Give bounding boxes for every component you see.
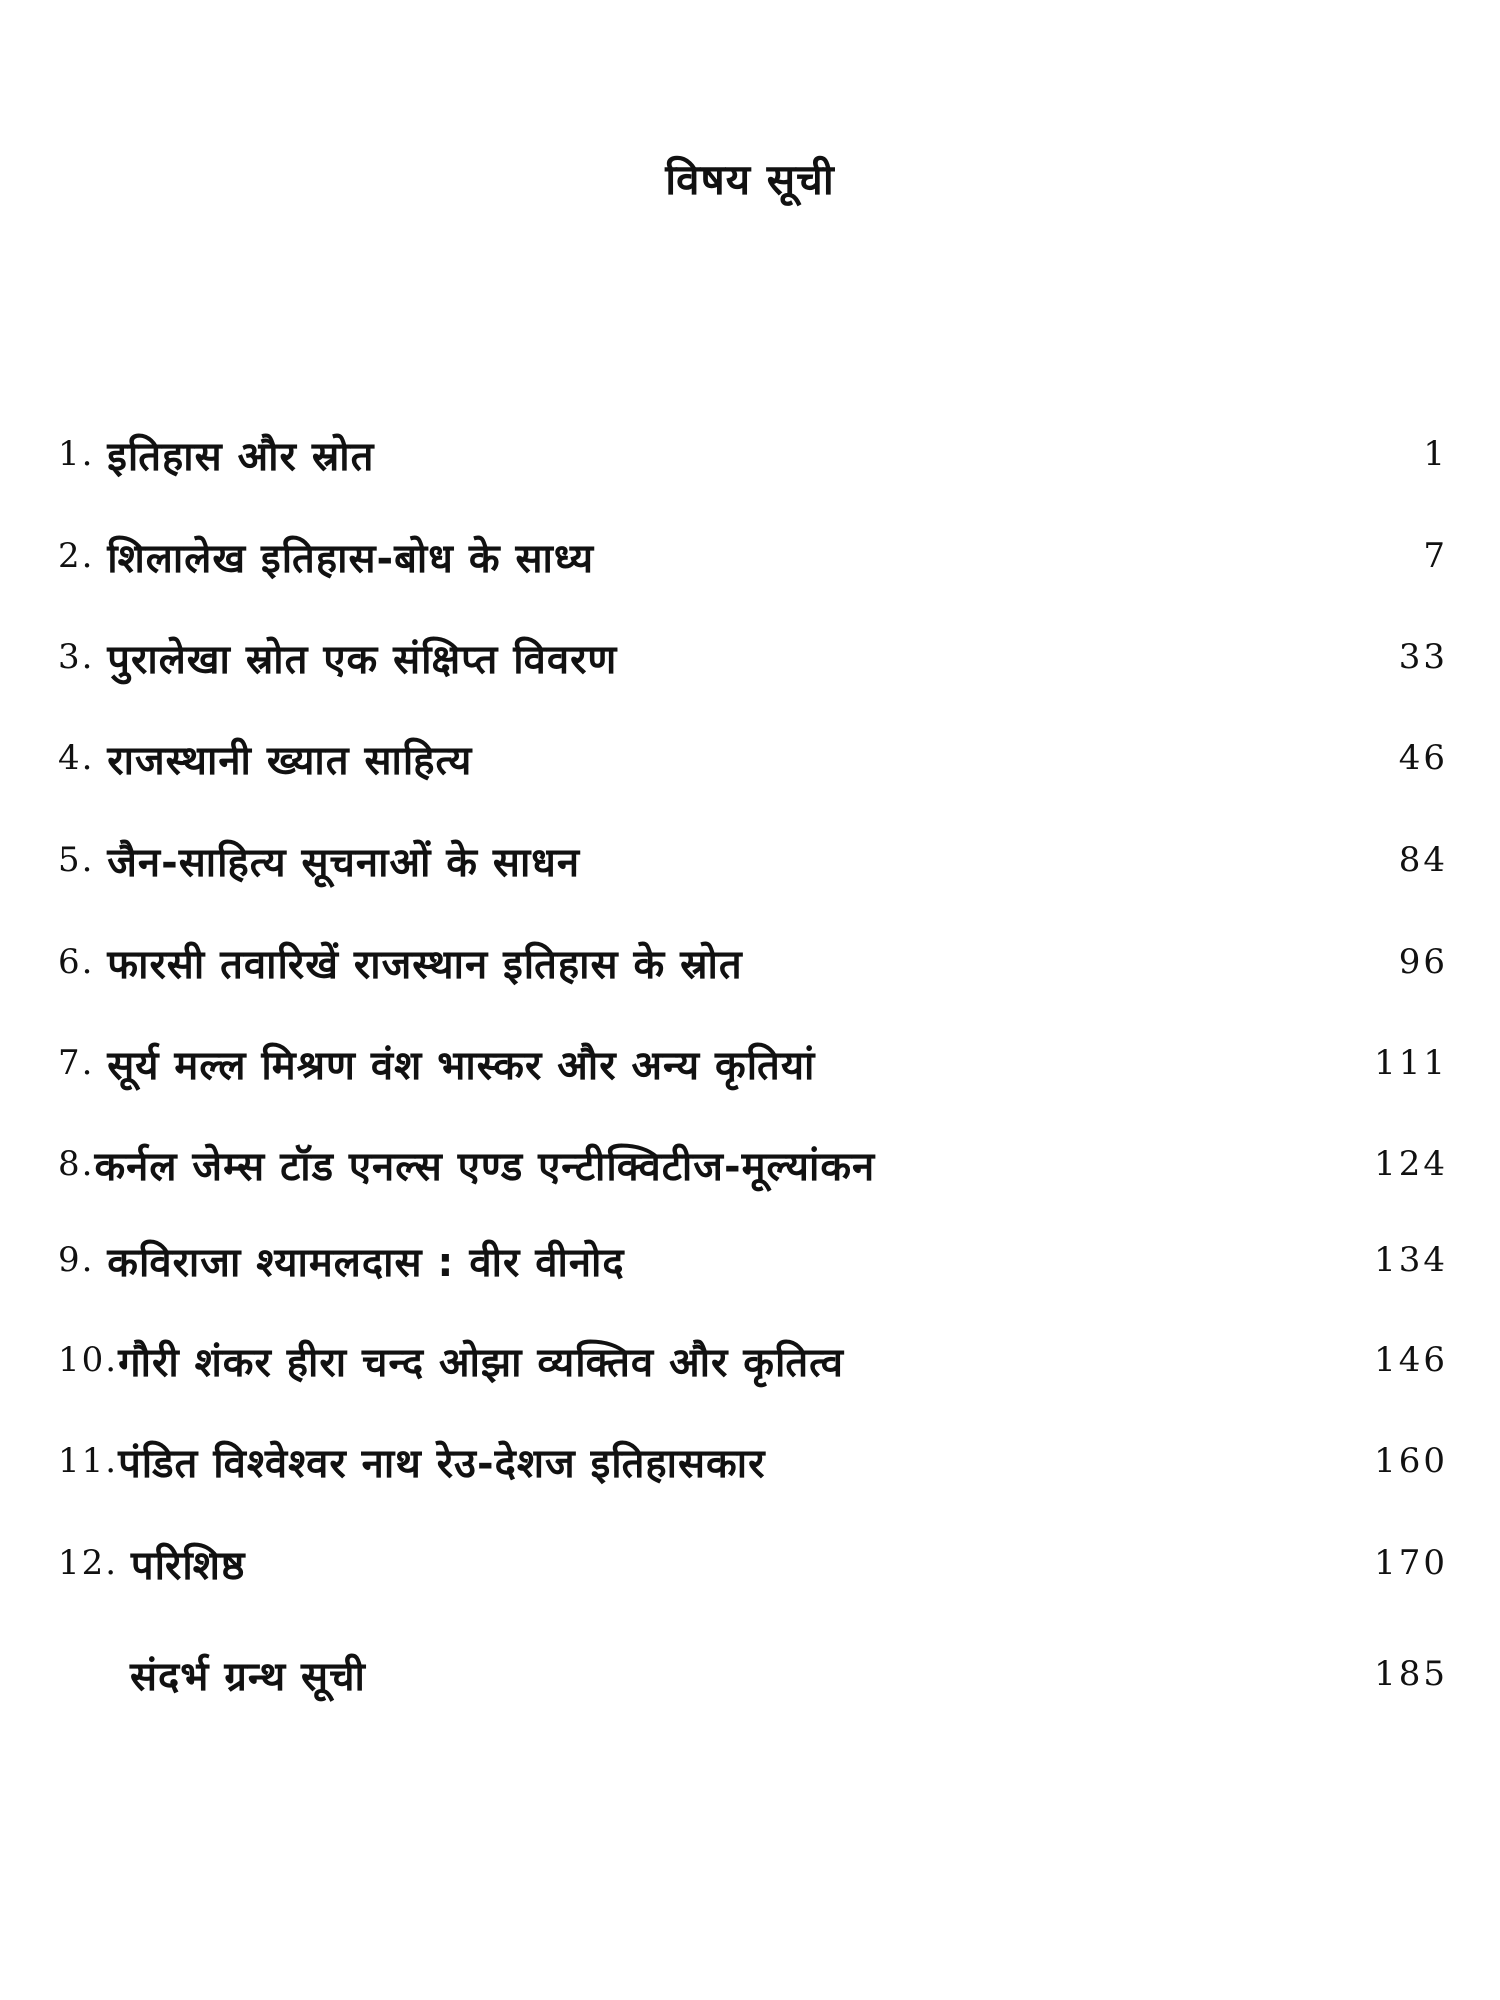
toc-entry-page: 33 [1398,637,1448,677]
toc-entry [58,830,1448,890]
toc-entry-number: 1. [58,434,108,474]
toc-entry-page: 134 [1374,1240,1448,1280]
page-title: विषय सूची [665,155,835,204]
toc-entry-number: 8. [58,1144,95,1184]
toc-entry-number: 7. [58,1043,108,1083]
toc-entry [58,526,1448,586]
toc-entry-title: गौरी शंकर हीरा चन्द ओझा व्यक्तिव और कृतित्व [118,1339,844,1386]
toc-entry-title: पंडित विश्वेश्वर नाथ रेउ-देशज इतिहासकार [118,1440,766,1487]
toc-sub-entry [130,1644,1448,1704]
toc-entry-number: 4. [58,738,108,778]
toc-entry-page: 84 [1398,840,1448,880]
toc-entry [58,932,1448,992]
toc-entry-title: शिलालेख इतिहास-बोध के साध्य [107,535,595,582]
toc-entry-number: 9. [58,1240,108,1280]
toc-entry-page: 1 [1423,434,1448,474]
toc-entry-title: पुरालेखा स्रोत एक संक्षिप्त विवरण [107,636,618,683]
toc-entry-title: जैन-साहित्य सूचनाओं के साधन [107,839,581,886]
toc-entry-page: 96 [1398,942,1448,982]
toc-entry [58,1431,1448,1491]
toc-entry-page: 111 [1374,1043,1448,1083]
toc-entry-title: कर्नल जेम्स टॉड एनल्स एण्ड एन्टीक्विटीज-मूल्यांकन [94,1143,876,1190]
toc-entry-number: 5. [58,840,108,880]
toc-entry-page: 170 [1374,1543,1448,1583]
toc-entry-number: 6. [58,942,108,982]
toc-entry-title: कविराजा श्यामलदास : वीर वीनोद [107,1239,625,1286]
toc-entry [58,1033,1448,1093]
toc-entry [58,424,1448,484]
toc-entry [58,1330,1448,1390]
toc-entry-title: राजस्थानी ख्यात साहित्य [107,737,473,784]
toc-entry-title: संदर्भ ग्रन्थ सूची [130,1653,366,1700]
toc-entry-page: 146 [1374,1340,1448,1380]
toc-entry-title: इतिहास और स्रोत [107,433,375,480]
toc-entry-page: 160 [1374,1441,1448,1481]
toc-entry-page: 124 [1374,1144,1448,1184]
toc-entry-title: परिशिष्ठ [130,1542,246,1589]
toc-entry [58,1533,1448,1593]
toc-entry-page: 46 [1398,738,1448,778]
toc-entry [58,1230,1448,1290]
toc-entry [58,1134,1448,1194]
toc-entry-number: 10. [58,1340,119,1380]
toc-entry-title: सूर्य मल्ल मिश्रण वंश भास्कर और अन्य कृतियां [107,1042,816,1089]
toc-entry-number: 11. [58,1441,119,1481]
toc-entry-page: 7 [1423,536,1448,576]
toc-entry-number: 3. [58,637,108,677]
toc-entry-number: 12. [58,1543,131,1583]
toc-entry [58,627,1448,687]
toc-entry-page: 185 [1374,1654,1448,1694]
toc-entry-number: 2. [58,536,108,576]
toc-entry [58,728,1448,788]
toc-entry-title: फारसी तवारिखें राजस्थान इतिहास के स्रोत [107,941,743,988]
